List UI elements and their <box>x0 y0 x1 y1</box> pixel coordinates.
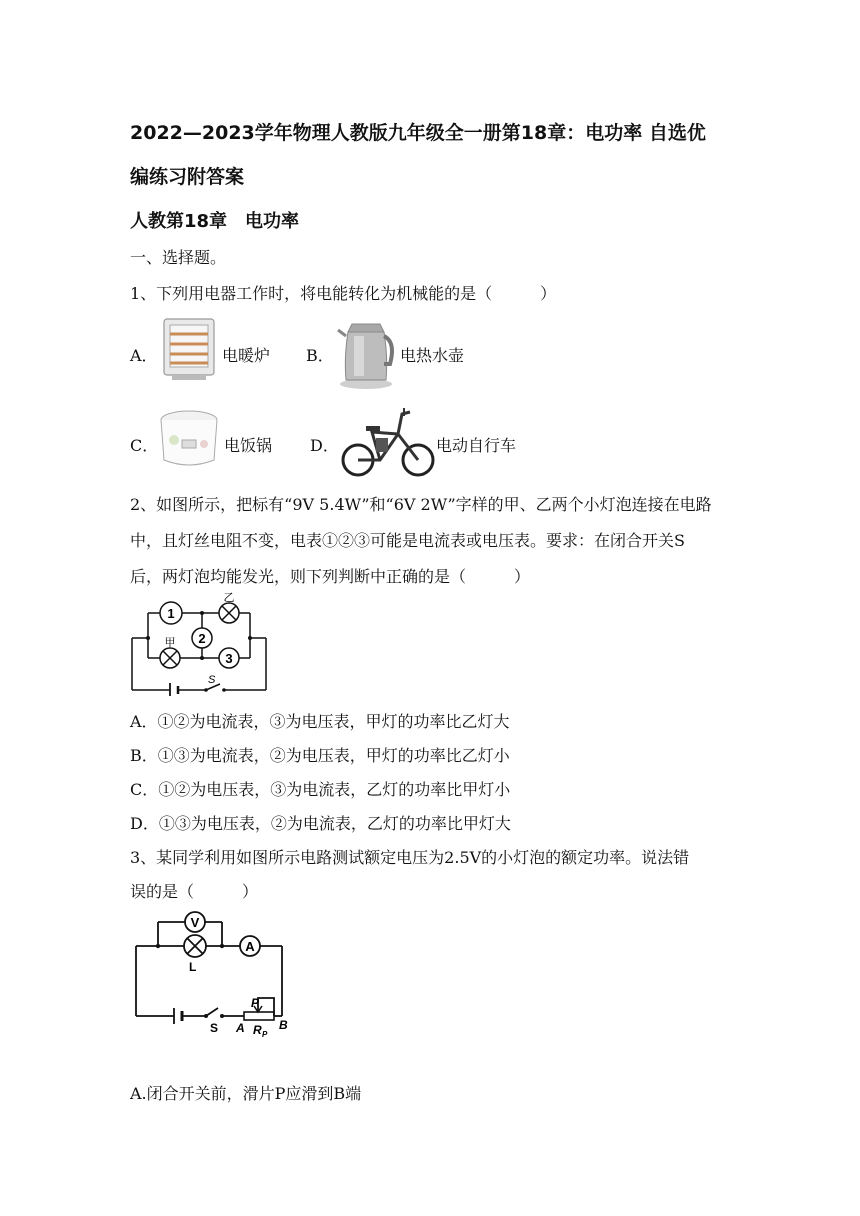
q3-option-a: A.闭合开关前，滑片P应滑到B端 <box>130 1084 362 1103</box>
q3-circuit-diagram <box>132 908 302 1038</box>
q2-meter-1-label: 1 <box>167 606 175 621</box>
part-heading: 一、选择题。 <box>130 248 227 267</box>
q3-voltmeter-label: V <box>190 915 200 930</box>
q2-switch-label: S <box>208 674 216 686</box>
document-title-line2: 编练习附答案 <box>130 166 245 188</box>
q2-option-a: A．①②为电流表，③为电压表，甲灯的功率比乙灯大 <box>130 712 510 731</box>
document-title-line1: 2022—2023学年物理人教版九年级全一册第18章：电功率 自选优 <box>130 122 706 144</box>
section-heading: 人教第18章 电功率 <box>130 211 300 232</box>
q2-option-d: D．①③为电压表，②为电流表，乙灯的功率比甲灯大 <box>130 814 511 833</box>
rice-cooker-icon <box>156 406 222 472</box>
q1-option-b-label: 电热水壶 <box>400 346 465 365</box>
q2-stem-line1: 2、如图所示，把标有“9V 5.4W”和“6V 2W”字样的甲、乙两个小灯泡连接在电路 <box>130 495 712 514</box>
q2-option-c: C．①②为电压表，③为电流表，乙灯的功率比甲灯小 <box>130 780 511 799</box>
q3-slider-label: P <box>251 996 260 1010</box>
q1-option-d-label: 电动自行车 <box>436 436 517 455</box>
q2-meter-2-label: 2 <box>198 631 206 646</box>
q2-circuit-diagram <box>128 590 272 696</box>
q1-option-d-letter: D． <box>310 436 339 455</box>
q3-end-a-label: A <box>236 1021 245 1035</box>
q1-option-b-letter: B． <box>306 346 334 365</box>
q3-switch-label: S <box>210 1021 219 1035</box>
q1-option-c-label: 电饭锅 <box>224 436 273 455</box>
q2-stem-line3: 后，两灯泡均能发光，则下列判断中正确的是（ ） <box>130 567 531 586</box>
q2-lamp-jia-label: 甲 <box>164 637 176 649</box>
q1-option-a-label: 电暖炉 <box>222 346 271 365</box>
q2-option-b: B．①③为电流表，②为电压表，甲灯的功率比乙灯小 <box>130 746 510 765</box>
q3-ammeter-label: A <box>245 939 255 954</box>
electric-bicycle-icon <box>340 404 436 480</box>
q1-option-a-letter: A． <box>130 346 158 365</box>
q2-meter-3-label: 3 <box>225 651 233 666</box>
q3-rheostat-sub-label: P <box>262 1030 268 1038</box>
electric-heater-icon <box>158 315 220 385</box>
q3-end-b-label: B <box>279 1018 288 1032</box>
electric-kettle-icon <box>334 312 398 392</box>
q2-stem-line2: 中，且灯丝电阻不变，电表①②③可能是电流表或电压表。要求：在闭合开关S <box>130 531 685 550</box>
q3-lamp-label: L <box>189 960 197 974</box>
q2-lamp-yi-label: 乙 <box>223 592 235 604</box>
q1-stem: 1、下列用电器工作时，将电能转化为机械能的是（ ） <box>130 284 557 303</box>
q3-rheostat-label: R <box>253 1023 262 1037</box>
q3-stem-line2: 误的是（ ） <box>130 882 259 901</box>
q1-option-c-letter: C． <box>130 436 159 455</box>
q3-stem-line1: 3、某同学利用如图所示电路测试额定电压为2.5V的小灯泡的额定功率。说法错 <box>130 848 690 867</box>
